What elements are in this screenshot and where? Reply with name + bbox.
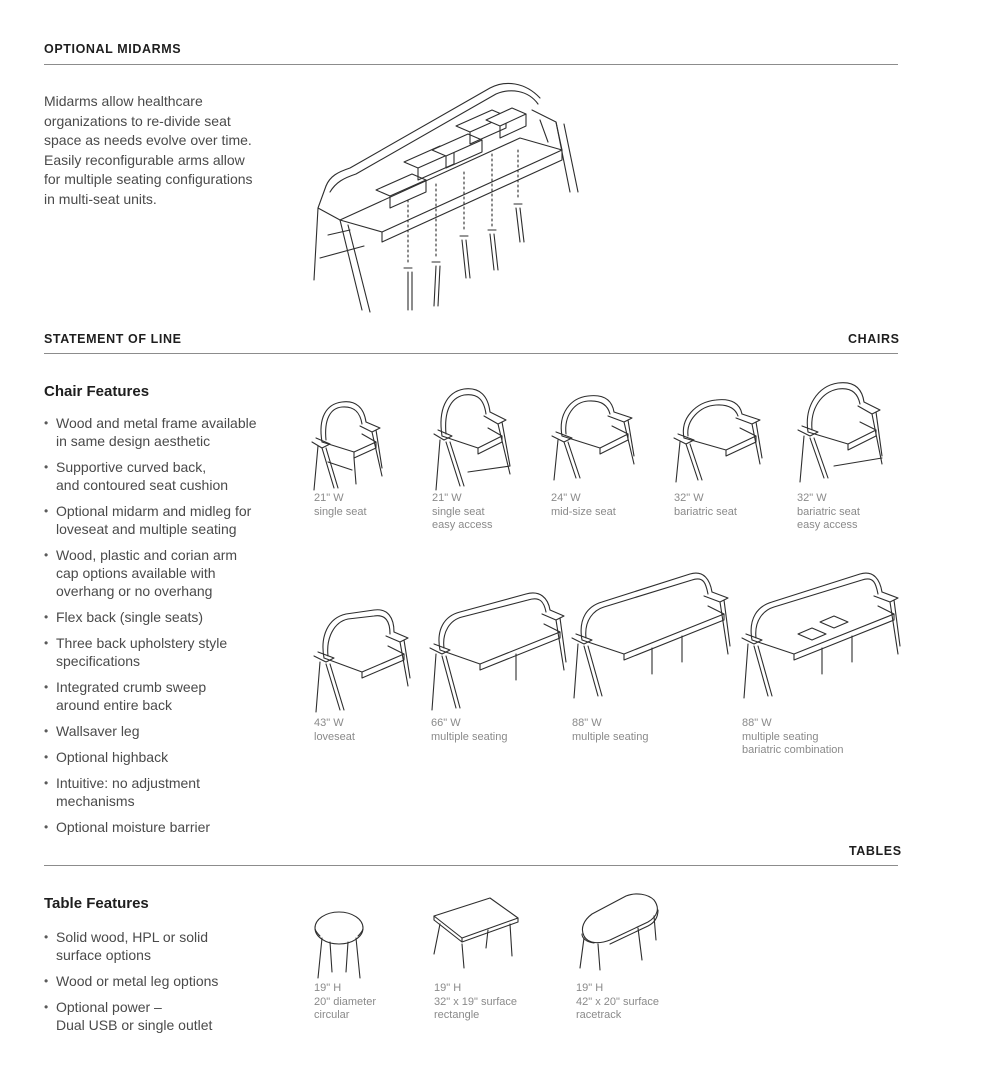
chair-illustration — [798, 380, 884, 484]
circular-table-illustration — [312, 910, 366, 980]
list-item: • Integrated crumb sweep around entire back — [44, 678, 284, 714]
list-item: • Supportive curved back, and contoured seat cushion — [44, 458, 284, 494]
intro-line: organizations to re-divide seat — [44, 112, 231, 129]
divider — [44, 64, 898, 65]
chair-caption: 66" W multiple seating — [431, 717, 508, 743]
chair-caption: 21" W single seat — [314, 492, 367, 518]
chair-caption: 88" W multiple seating — [572, 717, 649, 743]
chair-illustration — [434, 386, 514, 492]
chair-illustration — [674, 396, 764, 484]
intro-line: in multi-seat units. — [44, 190, 157, 207]
section-heading-statement: STATEMENT OF LINE — [44, 332, 182, 346]
category-label-tables: TABLES — [849, 844, 902, 858]
list-item: • Optional moisture barrier — [44, 818, 284, 836]
list-item: • Wallsaver leg — [44, 722, 284, 740]
list-item: • Flex back (single seats) — [44, 608, 284, 626]
rectangle-table-illustration — [430, 894, 522, 970]
list-item: • Three back upholstery style specifications — [44, 634, 284, 670]
chair-features-list — [44, 414, 284, 836]
list-item: • Optional power – Dual USB or single outlet — [44, 998, 284, 1034]
list-item: • Wood or metal leg options — [44, 972, 284, 990]
table-caption: 19" H 32" x 19" surface rectangle — [434, 982, 518, 1021]
racetrack-table-illustration — [576, 892, 660, 972]
chair-illustration — [552, 392, 638, 484]
table-caption: 19" H 20" diameter circular — [314, 982, 376, 1021]
multiple-seating-bariatric-illustration — [742, 572, 904, 700]
table-features-title: Table Features — [44, 895, 149, 912]
table-caption: 19" H 42" x 20" surface racetrack — [576, 982, 660, 1021]
chair-caption: 24" W mid-size seat — [551, 492, 616, 518]
chair-caption: 32" W bariatric seat easy access — [797, 492, 860, 531]
intro-line: Easily reconfigurable arms allow — [44, 151, 245, 168]
chair-caption: 32" W bariatric seat — [674, 492, 737, 518]
loveseat-illustration — [314, 608, 412, 714]
midarms-intro — [44, 92, 279, 210]
multiple-seating-illustration — [572, 572, 734, 700]
list-item: • Solid wood, HPL or solid surface options — [44, 928, 284, 964]
category-label-chairs: CHAIRS — [848, 332, 900, 346]
multiple-seating-illustration — [430, 590, 570, 712]
list-item: • Optional midarm and midleg for loveseat and multiple seating — [44, 502, 284, 538]
chair-caption: 88" W multiple seating bariatric combination — [742, 717, 844, 756]
chair-illustration — [312, 398, 386, 492]
section-heading-midarms: OPTIONAL MIDARMS — [44, 42, 182, 56]
intro-line: Midarms allow healthcare — [44, 93, 203, 109]
chair-features-title: Chair Features — [44, 383, 150, 400]
list-item: • Intuitive: no adjustment mechanisms — [44, 774, 284, 810]
list-item: • Wood, plastic and corian arm cap options available with overhang or no overhang — [44, 546, 284, 600]
chair-caption: 21" W single seat easy access — [432, 492, 493, 531]
midarm-exploded-illustration — [300, 80, 590, 320]
divider — [44, 353, 898, 354]
divider — [44, 865, 898, 866]
list-item: • Wood and metal frame available in same design aesthetic — [44, 414, 284, 450]
intro-line: for multiple seating configurations — [44, 171, 253, 188]
chair-caption: 43" W loveseat — [314, 717, 355, 743]
list-item: • Optional highback — [44, 748, 284, 766]
intro-line: space as needs evolve over time. — [44, 132, 252, 149]
table-features-list — [44, 928, 284, 1034]
